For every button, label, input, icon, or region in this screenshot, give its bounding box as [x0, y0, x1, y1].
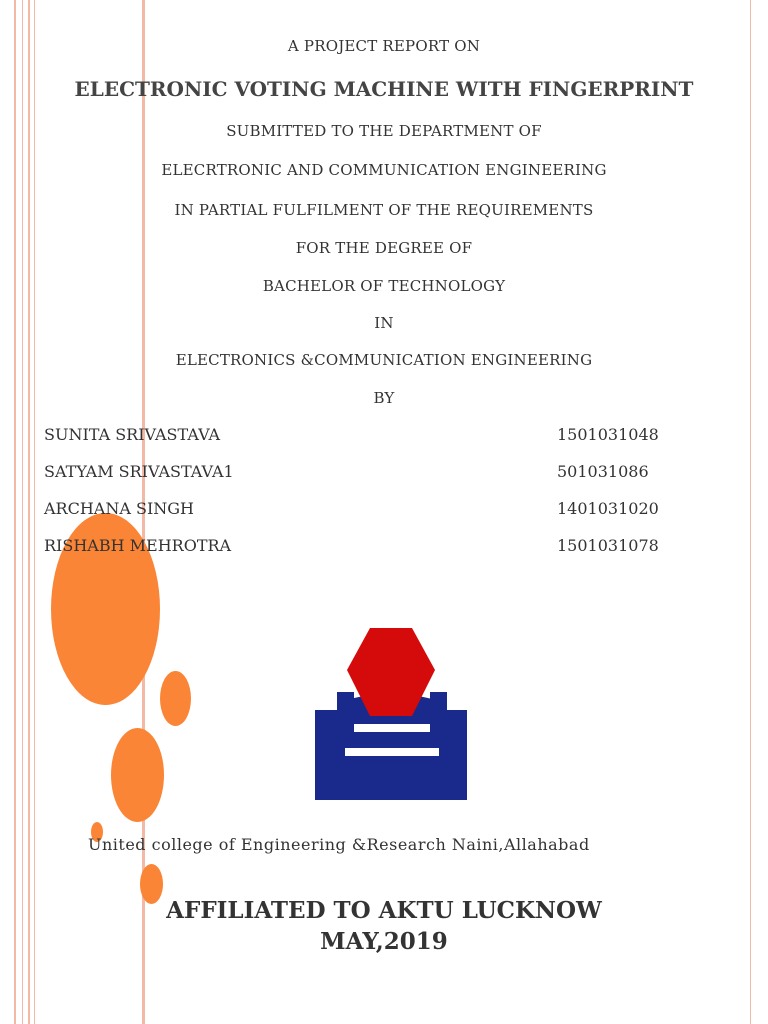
- author-name: RISHABH MEHROTRA: [44, 536, 232, 555]
- decor-circle-medium: [111, 728, 164, 822]
- author-name: SATYAM SRIVASTAVA1: [44, 462, 234, 481]
- affiliation: AFFILIATED TO AKTU LUCKNOW: [166, 897, 602, 924]
- author-roll: 1501031048: [557, 425, 659, 444]
- submitted-line: SUBMITTED TO THE DEPARTMENT OF: [226, 122, 542, 140]
- author-name: SUNITA SRIVASTAVA: [44, 425, 221, 444]
- decor-line: [34, 0, 35, 1024]
- in-line: IN: [374, 314, 394, 332]
- decor-line: [14, 0, 16, 1024]
- report-intro: A PROJECT REPORT ON: [287, 37, 481, 55]
- degree-intro: FOR THE DEGREE OF: [295, 239, 473, 257]
- decor-line: [22, 0, 23, 1024]
- decor-line: [28, 0, 30, 1024]
- fulfilment-line: IN PARTIAL FULFILMENT OF THE REQUIREMENTS: [174, 201, 594, 219]
- author-roll: 1401031020: [557, 499, 659, 518]
- author-roll: 501031086: [557, 462, 649, 481]
- decor-line-right: [750, 0, 751, 1024]
- college-logo-icon: [315, 624, 467, 800]
- decor-circle: [160, 671, 191, 726]
- report-date: MAY,2019: [320, 928, 448, 955]
- by-line: BY: [373, 389, 395, 407]
- degree-name: BACHELOR OF TECHNOLOGY: [262, 277, 506, 295]
- author-roll: 1501031078: [557, 536, 659, 555]
- branch-line: ELECTRONICS &COMMUNICATION ENGINEERING: [175, 351, 593, 369]
- college-name: United college of Engineering &Research Naini,Allahabad: [88, 835, 590, 854]
- author-name: ARCHANA SINGH: [44, 499, 195, 518]
- department-line: ELECRTRONIC AND COMMUNICATION ENGINEERING: [161, 161, 607, 179]
- report-title: ELECTRONIC VOTING MACHINE WITH FINGERPRINT: [74, 77, 694, 101]
